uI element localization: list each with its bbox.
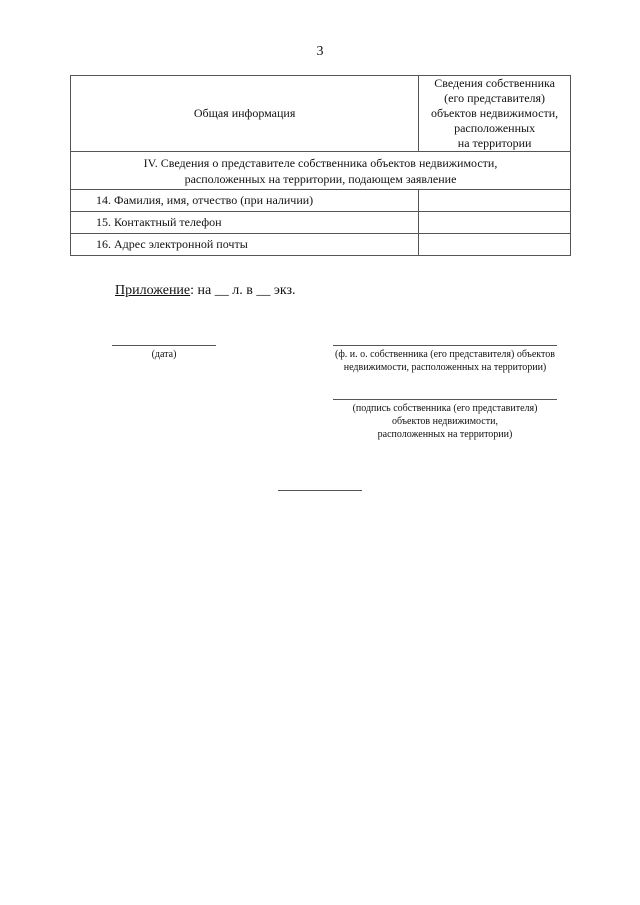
table-row (71, 212, 571, 234)
table-header-row (71, 76, 571, 152)
date-line (112, 345, 216, 346)
header-left: Общая информация (71, 76, 419, 152)
fio-line (333, 345, 557, 346)
row-label: 14. Фамилия, имя, отчество (при наличии) (71, 190, 419, 212)
date-caption: (дата) (151, 349, 177, 360)
table-row (71, 190, 571, 212)
row-label: 15. Контактный телефон (71, 212, 419, 234)
attachment-line (115, 283, 296, 299)
info-table (70, 75, 571, 256)
sign-caption: (подпись собственника (его представителя) объектов недвижимости, расположенных на территории) (352, 403, 538, 440)
sign-line (333, 399, 557, 400)
end-separator (278, 490, 362, 491)
section-row (71, 152, 571, 190)
row-value[interactable] (419, 234, 571, 256)
row-label: 16. Адрес электронной почты (71, 234, 419, 256)
attachment-text: : на __ л. в __ экз. (190, 283, 296, 298)
fio-caption: (ф. и. о. собственника (его представителя) объектов недвижимости, расположенных на территории) (335, 349, 555, 373)
row-value[interactable] (419, 212, 571, 234)
table-row (71, 234, 571, 256)
attachment-label: Приложение (115, 283, 191, 298)
section-title: IV. Сведения о представителе собственника объектов недвижимости, расположенных на территории, подающем заявление (71, 152, 571, 190)
header-right: Сведения собственника (его представителя) объектов недвижимости, расположенных на территории (419, 76, 571, 152)
page-number: 3 (316, 44, 324, 59)
row-value[interactable] (419, 190, 571, 212)
